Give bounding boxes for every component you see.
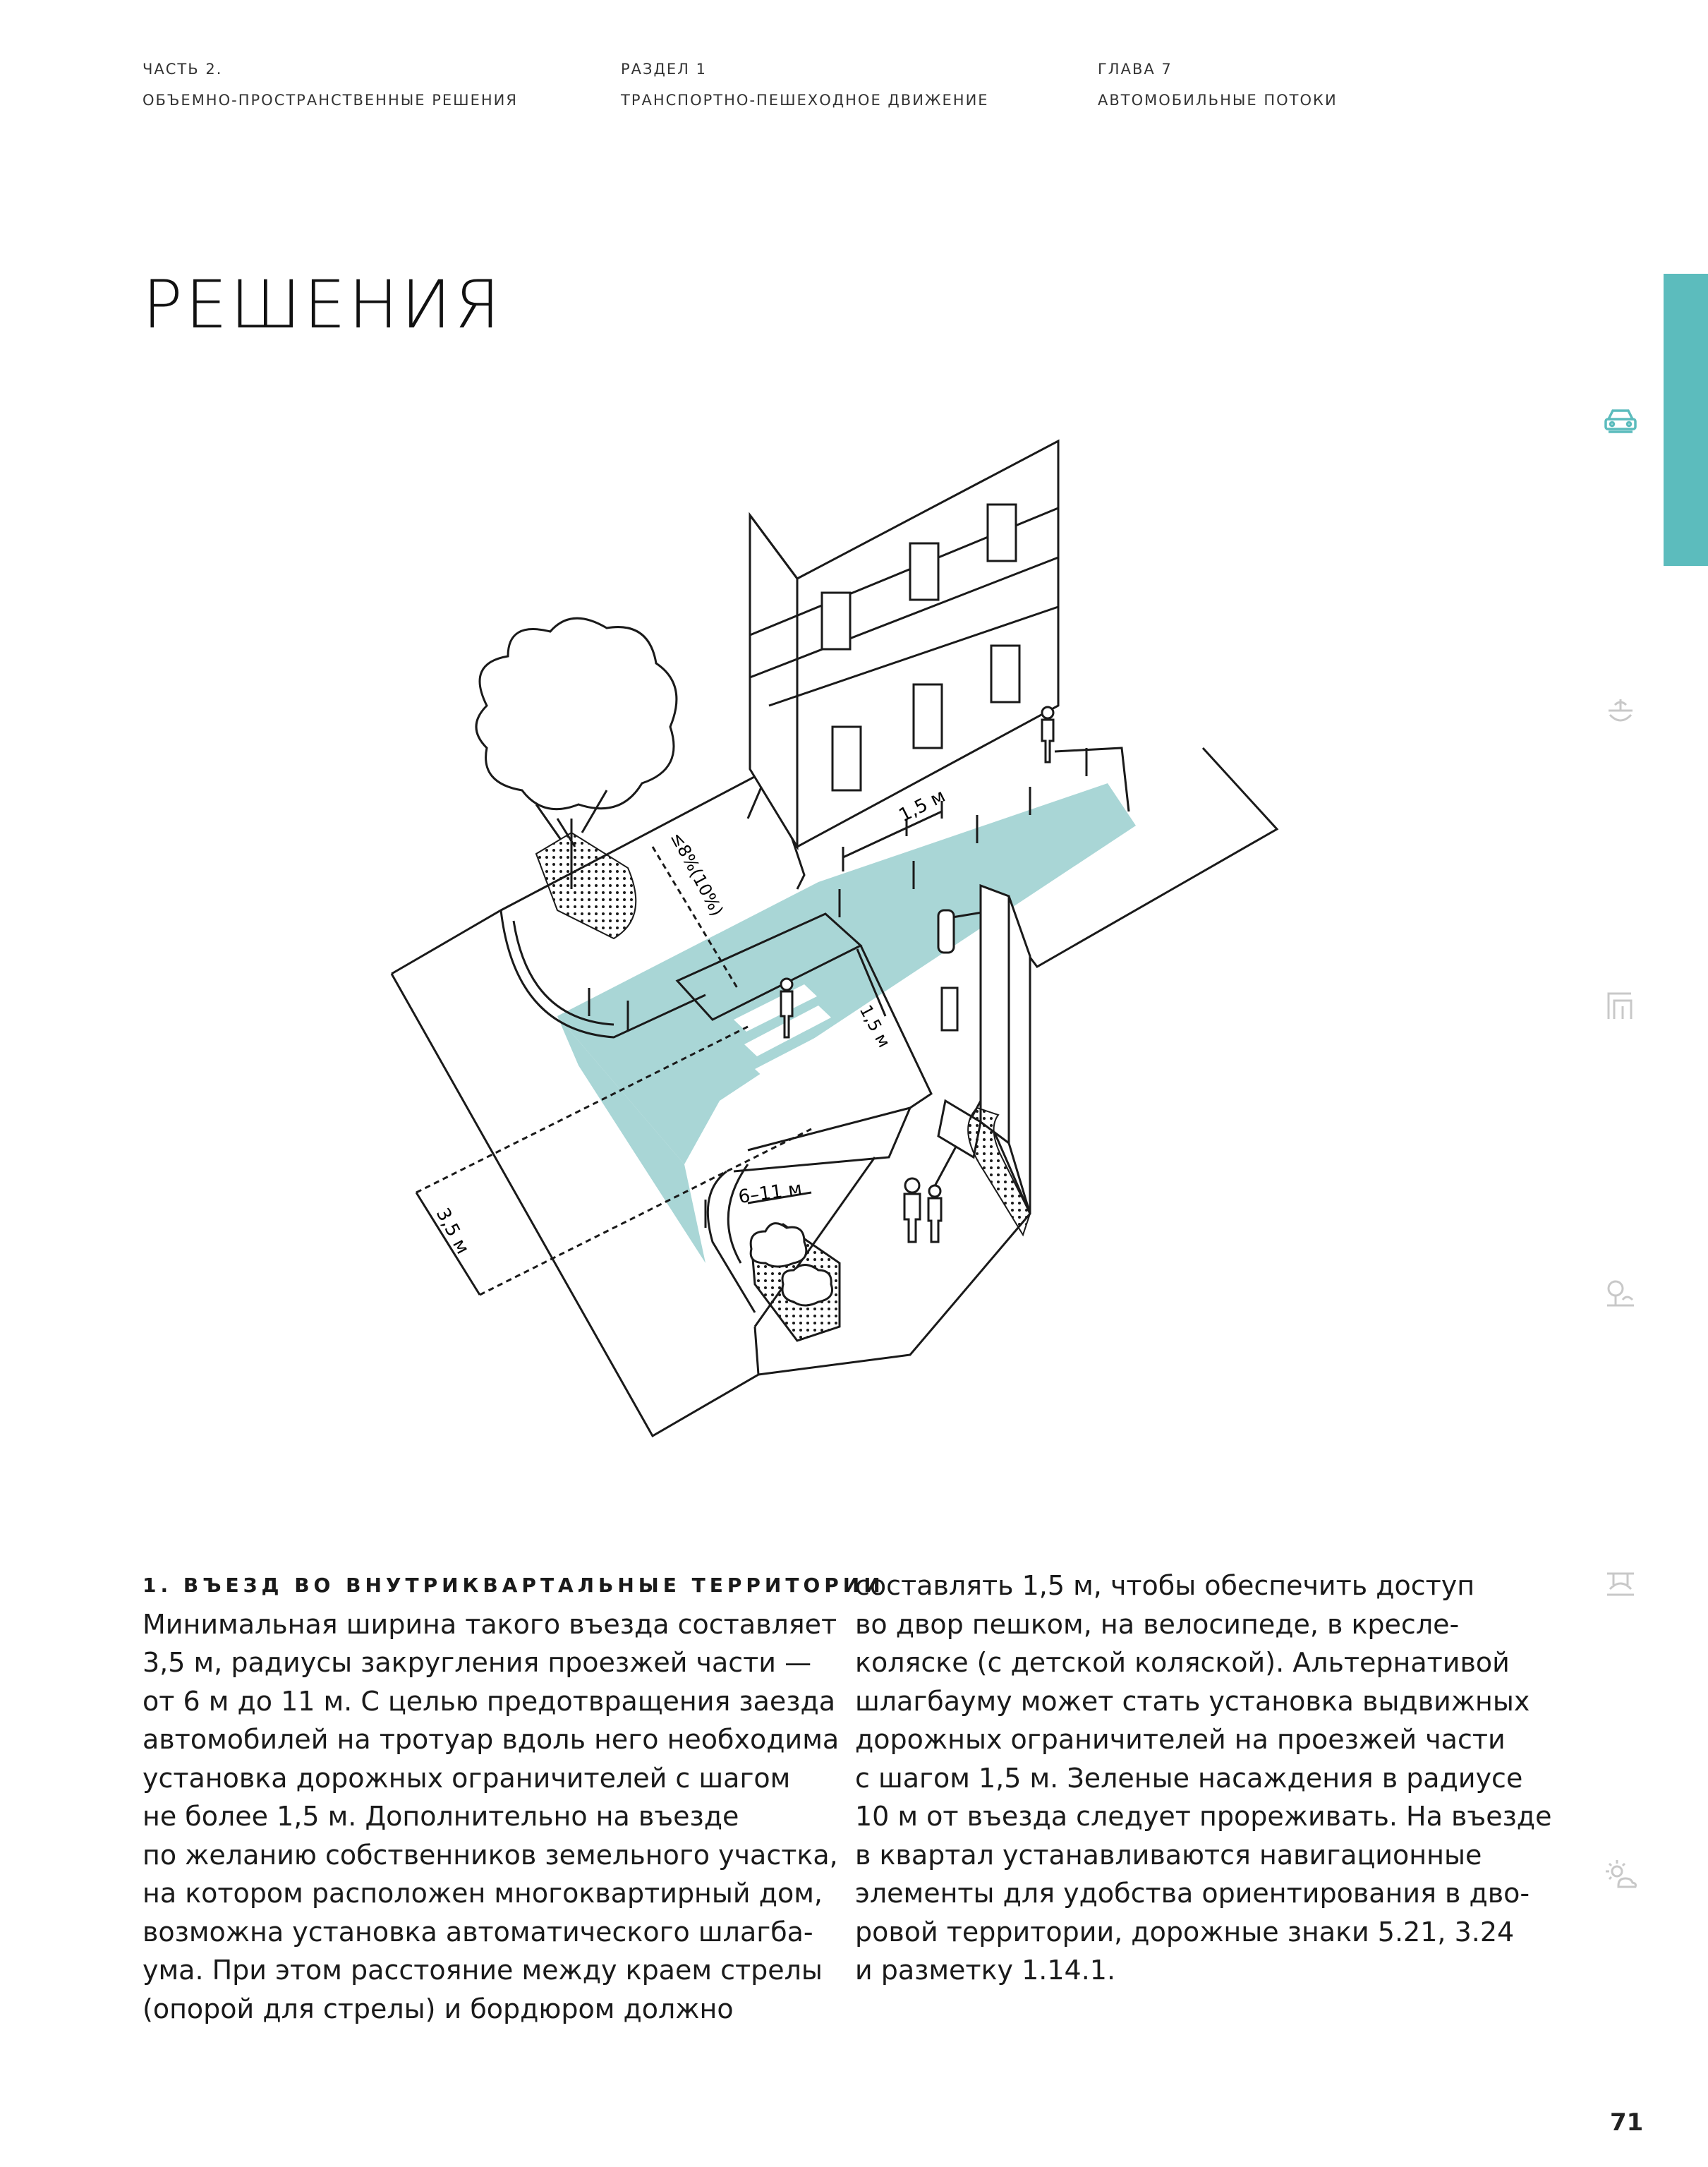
text-line: в квартал устанавливаются навигационные [855, 1839, 1482, 1871]
text-line: 3,5 м, радиусы закругления проезжей части — [143, 1647, 812, 1678]
text-line: ума. При этом расстояние между краем стрелы [143, 1955, 823, 1986]
text-line: на котором расположен многоквартирный дом, [143, 1878, 823, 1909]
dim-gap: 1,5 м [855, 1001, 895, 1051]
car-icon [1603, 404, 1638, 439]
text-line: не более 1,5 м. Дополнительно на въезде [143, 1801, 739, 1832]
text-line: ровой территории, дорожные знаки 5.21, 3.24 [855, 1916, 1515, 1948]
header-part-name: ОБЪЕМНО-ПРОСТРАНСТВЕННЫЕ РЕШЕНИЯ [143, 92, 518, 109]
text-line: 10 м от въезда следует прореживать. На въезде [855, 1801, 1552, 1832]
building-icon [1603, 988, 1638, 1023]
sun-cloud-icon [1603, 1857, 1638, 1893]
entry-illustration [367, 423, 1326, 1482]
text-line: дорожных ограничителей на проезжей части [855, 1724, 1506, 1755]
header-chapter-label: ГЛАВА 7 [1098, 61, 1173, 78]
tree-small [751, 1224, 840, 1341]
page-title: РЕШЕНИЯ [143, 267, 503, 344]
text-line: Минимальная ширина такого въезда составляет [143, 1608, 837, 1640]
text-line: и разметку 1.14.1. [855, 1955, 1116, 1986]
dim-entry-width: 3,5 м [431, 1205, 473, 1258]
building [750, 441, 1058, 847]
text-line: автомобилей на тротуар вдоль него необходима [143, 1724, 840, 1755]
header-part-label: ЧАСТЬ 2. [143, 61, 223, 78]
ground-outline [392, 748, 1277, 1436]
tree-large [476, 618, 677, 938]
bridge-icon [1603, 1567, 1638, 1602]
dim-sidewalk-width: 1,5 м [895, 785, 949, 827]
header-chapter-name: АВТОМОБИЛЬНЫЕ ПОТОКИ [1098, 92, 1338, 109]
chapter-tab [1664, 274, 1708, 566]
fountain-icon [1603, 695, 1638, 730]
text-line: с шагом 1,5 м. Зеленые насаждения в радиусе [855, 1762, 1523, 1794]
text-line: элементы для удобства ориентирования в дво- [855, 1878, 1530, 1909]
header-section [621, 54, 989, 116]
text-line: от 6 м до 11 м. С целью предотвращения заезда [143, 1685, 836, 1717]
header-chapter [1098, 54, 1338, 116]
dim-radius: 6–11 м [737, 1178, 804, 1208]
text-line: установка дорожных ограничителей с шагом [143, 1762, 791, 1794]
page-number: 71 [1610, 2108, 1644, 2137]
text-line: во двор пешком, на велосипеде, в кресле- [855, 1608, 1460, 1640]
text-line: по желанию собственников земельного участка, [143, 1839, 838, 1871]
header-section-name: ТРАНСПОРТНО-ПЕШЕХОДНОЕ ДВИЖЕНИЕ [621, 92, 989, 109]
text-line: коляске (с детской коляской). Альтернативой [855, 1647, 1510, 1678]
text-column-left [143, 1567, 885, 2028]
text-line: (опорой для стрелы) и бордюром должно [143, 1993, 734, 2024]
dim-slope: ≤8%(10%) [666, 828, 727, 919]
text-column-right [855, 1567, 1551, 1990]
header-part [143, 54, 518, 116]
text-line: возможна установка автоматического шлагба- [143, 1916, 813, 1948]
text-line: составлять 1,5 м, чтобы обеспечить доступ [855, 1570, 1475, 1601]
header-section-label: РАЗДЕЛ 1 [621, 61, 707, 78]
section-heading: 1. ВЪЕЗД ВО ВНУТРИКВАРТАЛЬНЫЕ ТЕРРИТОРИИ [143, 1574, 885, 1597]
barrier [938, 910, 957, 1030]
text-line: шлагбауму может стать установка выдвижных [855, 1685, 1530, 1717]
person-bench-icon [1603, 1276, 1638, 1311]
